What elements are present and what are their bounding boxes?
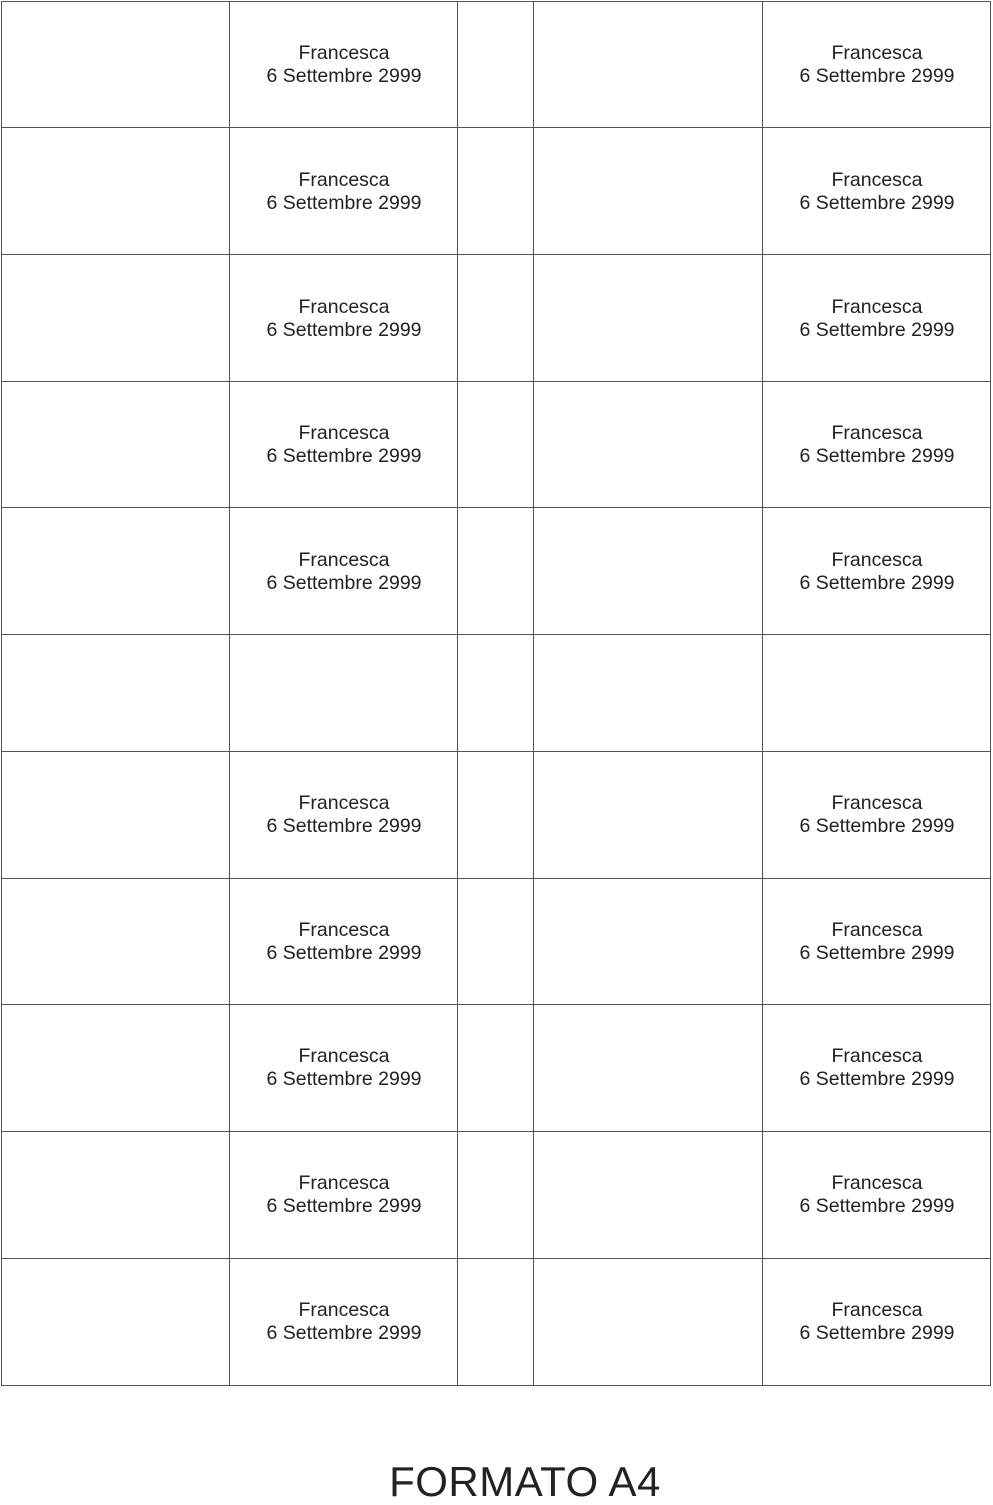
label-date: 6 Settembre 2999 xyxy=(799,1195,955,1217)
grid-line-h xyxy=(1,634,991,635)
label-name: Francesca xyxy=(298,1045,390,1067)
label-date: 6 Settembre 2999 xyxy=(799,65,955,87)
label-cell-left xyxy=(230,792,458,838)
label-name: Francesca xyxy=(298,1299,390,1321)
label-name: Francesca xyxy=(298,1172,390,1194)
label-date: 6 Settembre 2999 xyxy=(799,319,955,341)
label-date: 6 Settembre 2999 xyxy=(266,1322,422,1344)
label-date: 6 Settembre 2999 xyxy=(266,445,422,467)
label-date: 6 Settembre 2999 xyxy=(799,1068,955,1090)
label-cell-left xyxy=(230,549,458,595)
label-name: Francesca xyxy=(298,296,390,318)
label-cell-right xyxy=(763,422,991,468)
label-name: Francesca xyxy=(298,169,390,191)
label-date: 6 Settembre 2999 xyxy=(799,572,955,594)
label-name: Francesca xyxy=(831,422,923,444)
label-name: Francesca xyxy=(831,1172,923,1194)
label-date: 6 Settembre 2999 xyxy=(266,65,422,87)
label-name: Francesca xyxy=(298,42,390,64)
grid-line-h xyxy=(1,507,991,508)
grid-line-h xyxy=(1,751,991,752)
label-name: Francesca xyxy=(298,549,390,571)
label-cell-right xyxy=(763,296,991,342)
label-name: Francesca xyxy=(831,792,923,814)
label-cell-right xyxy=(763,1299,991,1345)
label-name: Francesca xyxy=(831,1045,923,1067)
label-date: 6 Settembre 2999 xyxy=(266,192,422,214)
grid-line-h xyxy=(1,878,991,879)
label-date: 6 Settembre 2999 xyxy=(799,815,955,837)
label-cell-left xyxy=(230,919,458,965)
grid-line-h xyxy=(1,1,991,2)
label-cell-right xyxy=(763,549,991,595)
label-cell-right xyxy=(763,1045,991,1091)
grid-line-h xyxy=(1,127,991,128)
label-name: Francesca xyxy=(831,549,923,571)
label-name: Francesca xyxy=(298,919,390,941)
grid-line-h xyxy=(1,1258,991,1259)
label-date: 6 Settembre 2999 xyxy=(266,319,422,341)
grid-line-h xyxy=(1,1004,991,1005)
label-date: 6 Settembre 2999 xyxy=(799,445,955,467)
grid-line-v xyxy=(533,1,534,1386)
label-cell-left xyxy=(230,1045,458,1091)
label-name: Francesca xyxy=(831,919,923,941)
label-cell-right xyxy=(763,1172,991,1218)
label-name: Francesca xyxy=(831,169,923,191)
grid-line-h xyxy=(1,1385,991,1386)
label-name: Francesca xyxy=(831,296,923,318)
label-date: 6 Settembre 2999 xyxy=(266,1195,422,1217)
label-cell-left xyxy=(230,1172,458,1218)
label-date: 6 Settembre 2999 xyxy=(799,942,955,964)
label-cell-left xyxy=(230,169,458,215)
grid-line-h xyxy=(1,254,991,255)
label-name: Francesca xyxy=(298,792,390,814)
label-cell-right xyxy=(763,919,991,965)
format-title: FORMATO A4 xyxy=(389,1458,661,1505)
label-date: 6 Settembre 2999 xyxy=(266,942,422,964)
label-name: Francesca xyxy=(831,42,923,64)
label-cell-right xyxy=(763,42,991,88)
label-name: Francesca xyxy=(831,1299,923,1321)
label-cell-left xyxy=(230,42,458,88)
grid-line-h xyxy=(1,1131,991,1132)
label-name: Francesca xyxy=(298,422,390,444)
label-date: 6 Settembre 2999 xyxy=(266,815,422,837)
label-date: 6 Settembre 2999 xyxy=(799,1322,955,1344)
label-sheet xyxy=(1,1,991,1386)
grid-line-v xyxy=(1,1,2,1386)
grid-line-h xyxy=(1,381,991,382)
label-cell-right xyxy=(763,792,991,838)
label-cell-left xyxy=(230,1299,458,1345)
label-cell-right xyxy=(763,169,991,215)
label-date: 6 Settembre 2999 xyxy=(266,572,422,594)
label-cell-left xyxy=(230,422,458,468)
label-date: 6 Settembre 2999 xyxy=(266,1068,422,1090)
label-cell-left xyxy=(230,296,458,342)
label-date: 6 Settembre 2999 xyxy=(799,192,955,214)
